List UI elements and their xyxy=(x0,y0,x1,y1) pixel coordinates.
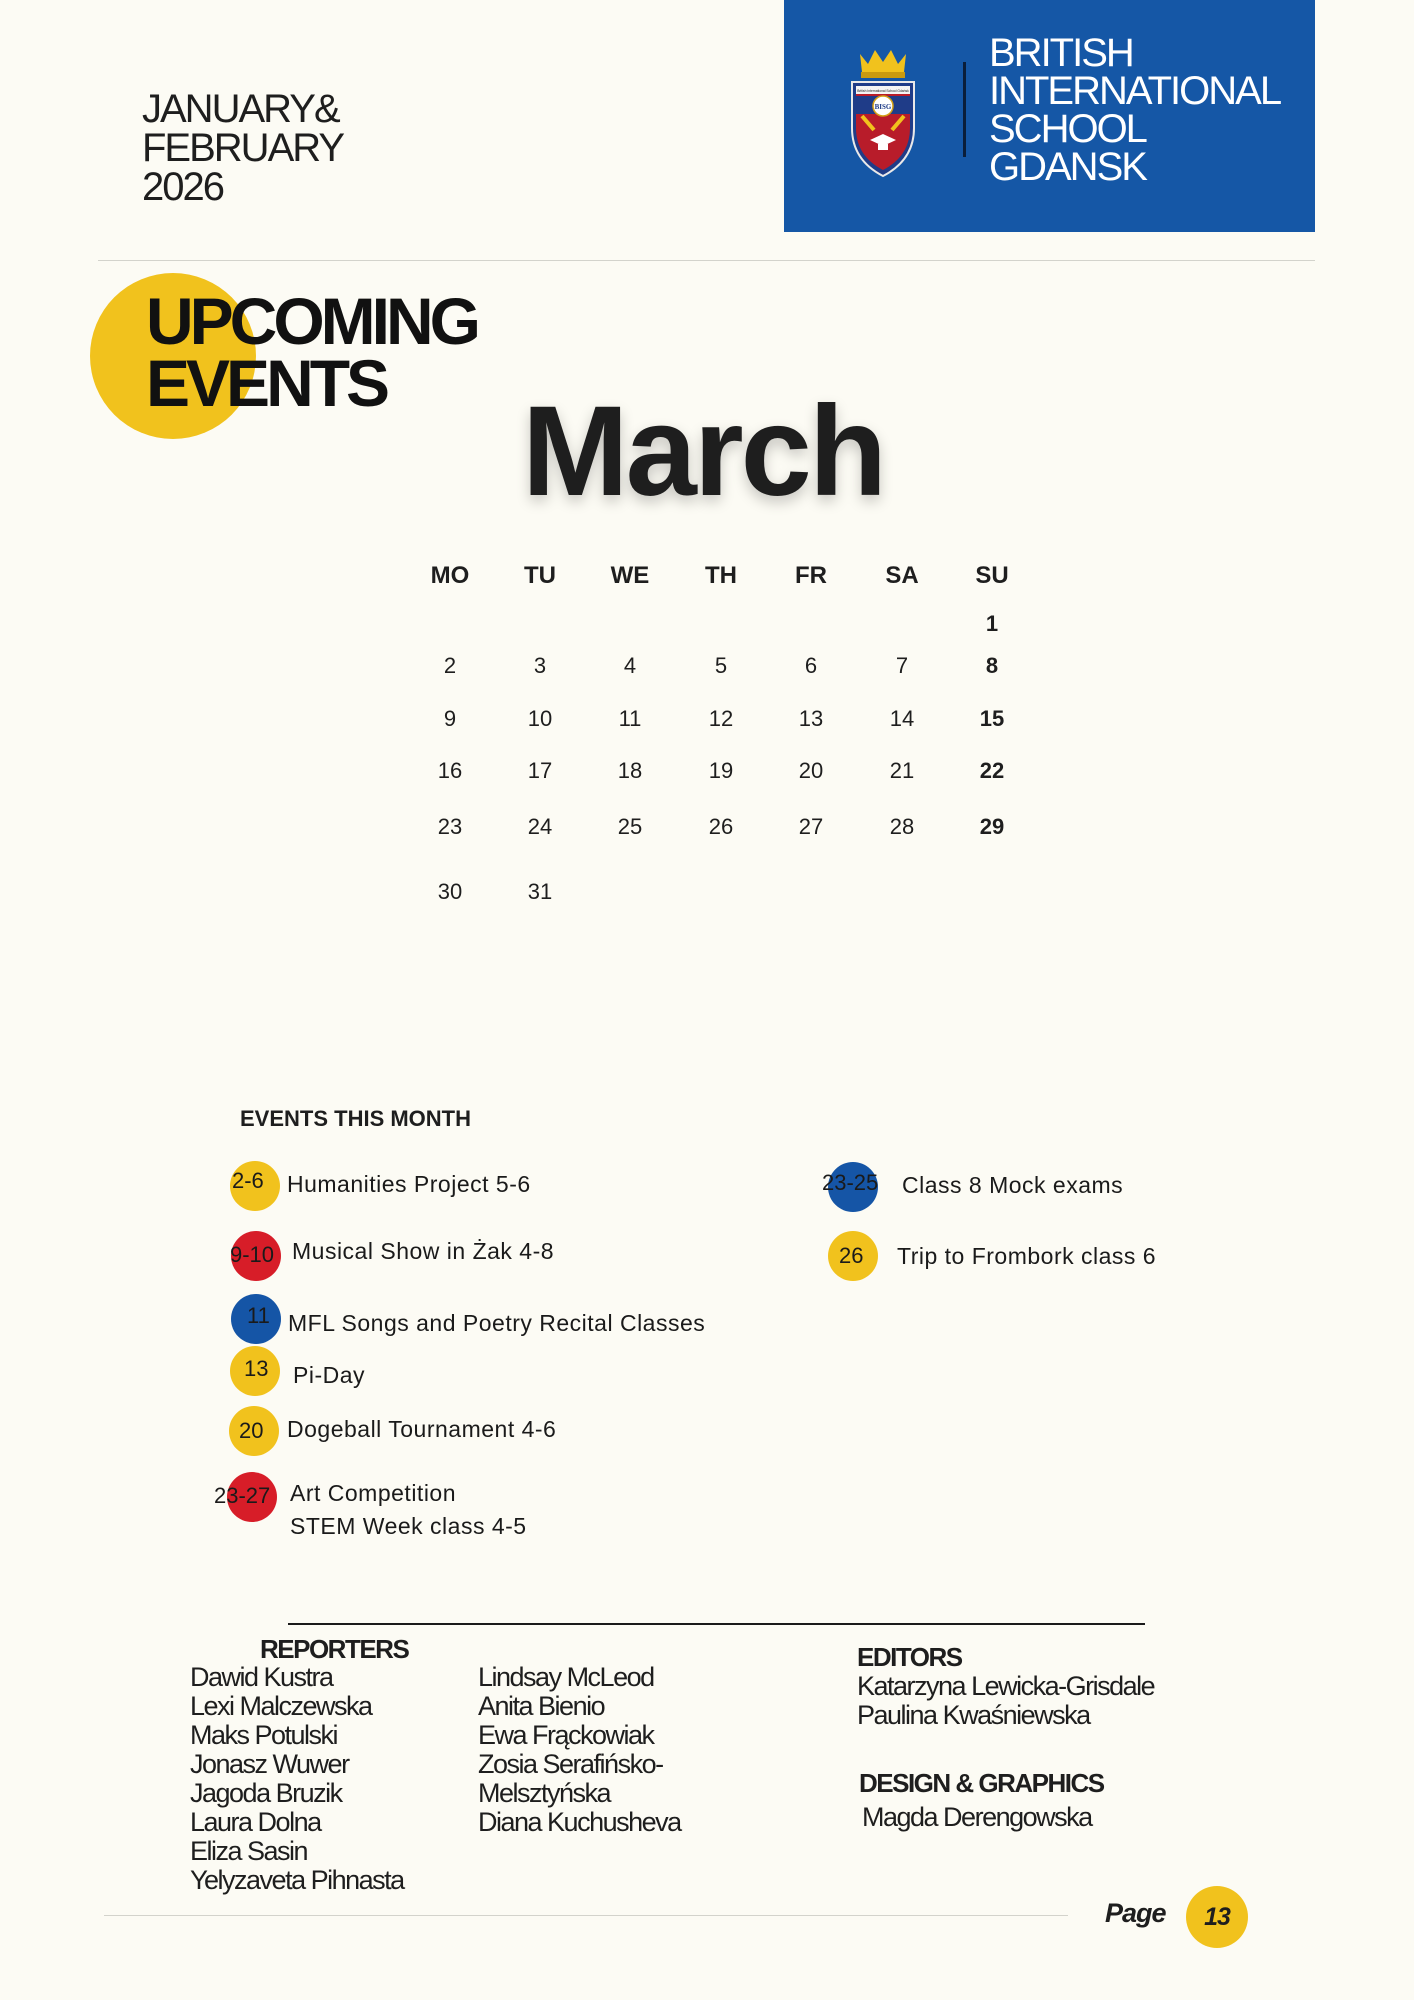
calendar-day: 5 xyxy=(714,653,728,678)
reporter-name: Zosia Serafińsko- xyxy=(478,1749,663,1779)
event-date: 9-10 xyxy=(230,1242,275,1267)
left-event-title: Art Competition xyxy=(290,1480,457,1506)
reporter-name: Jonasz Wuwer xyxy=(190,1749,349,1779)
calendar-day: 31 xyxy=(527,879,553,904)
reporter-name: Eliza Sasin xyxy=(190,1836,308,1866)
design-list xyxy=(862,1803,1092,1832)
reporter-name: Anita Bienio xyxy=(478,1691,605,1721)
right-event-title: Trip to Frombork class 6 xyxy=(897,1243,1157,1269)
calendar-day: 17 xyxy=(527,758,553,783)
weekday-mo: MO xyxy=(430,562,470,589)
calendar-day: 21 xyxy=(889,758,915,783)
reporters-heading: REPORTERS xyxy=(260,1634,409,1664)
editor-name: Katarzyna Lewicka-Grisdale xyxy=(857,1671,1155,1701)
weekday-we: WE xyxy=(610,562,650,589)
calendar-day: 11 xyxy=(618,706,642,731)
calendar-day: 16 xyxy=(437,758,463,783)
weekday-tu: TU xyxy=(524,562,556,589)
school-name-line: SCHOOL xyxy=(989,107,1146,151)
school-name-line: BRITISH xyxy=(989,31,1133,75)
weekday-su: SU xyxy=(975,562,1009,589)
calendar-day: 14 xyxy=(889,706,915,731)
editors-heading: EDITORS xyxy=(857,1642,962,1672)
reporter-name: Diana Kuchusheva xyxy=(478,1807,681,1837)
calendar-day: 26 xyxy=(708,814,734,839)
left-event-title: Humanities Project 5-6 xyxy=(287,1171,531,1197)
crest-monogram: BISG xyxy=(874,103,892,111)
school-name-line: INTERNATIONAL xyxy=(989,69,1281,113)
reporter-name: Ewa Frąckowiak xyxy=(478,1720,654,1750)
left-event-title: MFL Songs and Poetry Recital Classes xyxy=(288,1310,706,1336)
calendar-day: 29 xyxy=(979,814,1005,839)
calendar-day: 15 xyxy=(979,706,1005,731)
calendar-day: 4 xyxy=(623,653,637,678)
weekday-th: TH xyxy=(705,562,737,589)
calendar-day: 19 xyxy=(708,758,734,783)
calendar-day: 22 xyxy=(979,758,1005,783)
designer-name: Magda Derengowska xyxy=(862,1802,1092,1832)
calendar-day: 1 xyxy=(985,611,999,636)
editor-name: Paulina Kwaśniewska xyxy=(857,1700,1090,1730)
left-event-title: Pi-Day xyxy=(293,1362,366,1388)
event-date: 20 xyxy=(239,1418,264,1443)
calendar-day: 25 xyxy=(617,814,643,839)
calendar-day: 12 xyxy=(708,706,734,731)
footer-divider xyxy=(104,1915,1068,1916)
calendar-day: 8 xyxy=(985,653,999,678)
left-event-title: Musical Show in Żak 4-8 xyxy=(292,1238,555,1264)
calendar-day: 7 xyxy=(895,653,909,678)
weekday-sa: SA xyxy=(885,562,919,589)
page-number: 13 xyxy=(1186,1886,1248,1948)
reporter-name: Laura Dolna xyxy=(190,1807,321,1837)
left-event-title: STEM Week class 4-5 xyxy=(290,1513,527,1539)
school-name-line: GDANSK xyxy=(989,145,1146,189)
calendar-day: 30 xyxy=(437,879,463,904)
calendar-day: 24 xyxy=(527,814,553,839)
reporter-name: Dawid Kustra xyxy=(190,1662,333,1692)
crest-caption: British International School Gdańsk xyxy=(857,89,909,93)
event-date: 2-6 xyxy=(232,1168,264,1193)
page-label: Page xyxy=(1105,1898,1166,1928)
reporter-name: Jagoda Bruzik xyxy=(190,1778,342,1808)
calendar-day: 9 xyxy=(443,706,457,731)
events-heading: EVENTS THIS MONTH xyxy=(240,1106,472,1131)
calendar-day: 10 xyxy=(527,706,553,731)
calendar-day: 2 xyxy=(443,653,457,678)
reporter-name: Lindsay McLeod xyxy=(478,1662,654,1692)
month-title: March xyxy=(522,380,884,523)
calendar-day: 3 xyxy=(533,653,547,678)
reporters-column-1 xyxy=(190,1663,404,1895)
event-date: 23-27 xyxy=(214,1483,271,1508)
issue-date-line: FEBRUARY xyxy=(142,126,344,170)
calendar-day: 23 xyxy=(437,814,463,839)
design-heading: DESIGN & GRAPHICS xyxy=(859,1768,1104,1798)
calendar-day: 28 xyxy=(889,814,915,839)
event-date: 13 xyxy=(244,1356,269,1381)
calendar-day: 13 xyxy=(798,706,824,731)
event-date: 26 xyxy=(839,1243,864,1268)
calendar-day: 6 xyxy=(804,653,818,678)
reporter-name: Maks Potulski xyxy=(190,1720,338,1750)
reporter-name: Lexi Malczewska xyxy=(190,1691,372,1721)
weekday-fr: FR xyxy=(795,562,827,589)
reporter-name: Melsztyńska xyxy=(478,1778,611,1808)
section-title-line: UPCOMING xyxy=(146,284,477,358)
calendar-day: 27 xyxy=(798,814,824,839)
reporters-column-2 xyxy=(478,1663,681,1837)
issue-date-line: 2026 xyxy=(142,165,223,209)
reporter-name: Yelyzaveta Pihnasta xyxy=(190,1865,404,1895)
left-event-title: Dogeball Tournament 4-6 xyxy=(287,1416,557,1442)
right-event-title: Class 8 Mock exams xyxy=(902,1172,1124,1198)
calendar-day: 20 xyxy=(798,758,824,783)
calendar-day: 18 xyxy=(617,758,643,783)
issue-date-line: JANUARY& xyxy=(142,87,339,131)
event-date: 23-25 xyxy=(822,1170,879,1195)
credits-divider xyxy=(288,1623,1145,1625)
section-title-line: EVENTS xyxy=(146,346,387,420)
editors-list xyxy=(857,1672,1154,1730)
event-date: 11 xyxy=(247,1303,270,1328)
